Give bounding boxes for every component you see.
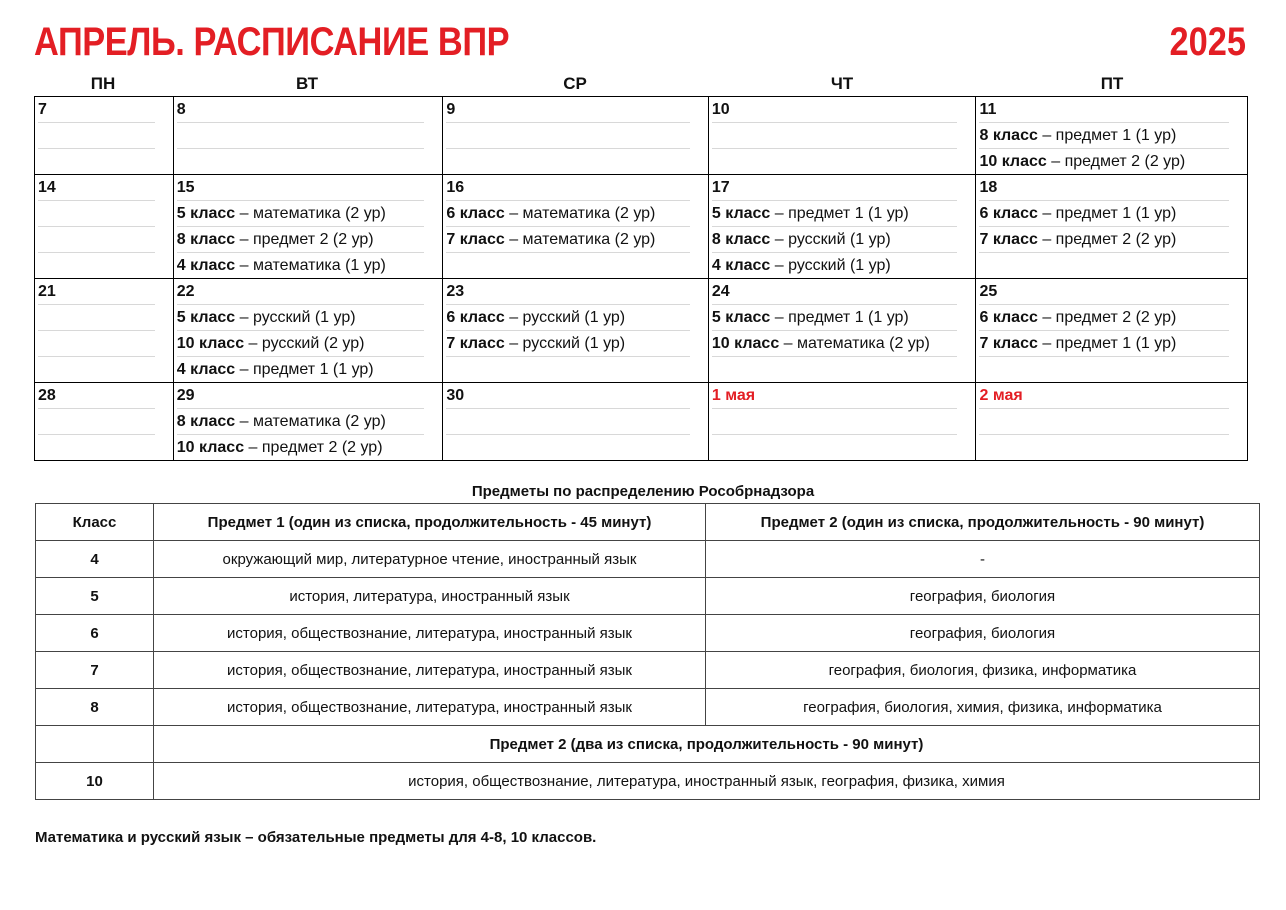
calendar-day-cell: [708, 97, 976, 174]
exam-class: 10 класс: [176, 335, 245, 352]
empty-line: [38, 227, 155, 253]
calendar-day-cell: [173, 175, 443, 278]
calendar: [34, 71, 1248, 461]
column-header: Класс: [36, 504, 154, 541]
day-number: [712, 175, 958, 201]
day-number: [177, 175, 425, 201]
day-number: [446, 97, 690, 123]
empty-line: [712, 123, 958, 149]
day-number-text: 23: [446, 283, 465, 300]
exam-subject: – математика (2 ур): [779, 335, 930, 352]
exam-class: 6 класс: [979, 205, 1038, 222]
day-number-text: 11: [979, 101, 997, 118]
exam-entry: [177, 409, 425, 435]
exam-subject: – математика (2 ур): [235, 205, 386, 222]
exam-class: 5 класс: [711, 205, 771, 222]
day-number: [446, 383, 690, 409]
day-number-text: 28: [38, 387, 56, 404]
weekday-header: [34, 71, 1248, 96]
day-number: [177, 383, 425, 409]
table-row: [36, 541, 1260, 578]
weekday-label: ПТ: [1100, 74, 1124, 93]
empty-line: [446, 435, 690, 460]
exam-subject: – предмет 1 (1 ур): [770, 309, 909, 326]
calendar-week: [35, 278, 1247, 382]
exam-subject: – математика (2 ур): [235, 413, 386, 430]
day-number-text: 30: [446, 387, 465, 404]
exam-class: 5 класс: [176, 205, 236, 222]
exam-class: 8 класс: [176, 413, 236, 430]
day-number-text: 2 мая: [979, 387, 1023, 404]
empty-line: [38, 253, 155, 278]
empty-line: [38, 201, 155, 227]
day-number: [38, 97, 155, 123]
calendar-day-cell: [35, 383, 173, 460]
exam-subject: – предмет 1 (1 ур): [1037, 127, 1177, 144]
day-number-text: 7: [38, 101, 47, 118]
empty-line: [446, 409, 690, 435]
exam-subject: – предмет 2 (2 ур): [1037, 309, 1177, 326]
calendar-day-cell: [708, 279, 976, 382]
day-number: [979, 97, 1229, 123]
calendar-day-cell: [975, 279, 1247, 382]
exam-class: 6 класс: [979, 309, 1038, 326]
exam-subject: – предмет 2 (2 ур): [235, 231, 374, 248]
empty-line: [712, 409, 958, 435]
subjects-cell: -: [706, 541, 1260, 578]
calendar-day-cell: [442, 175, 708, 278]
calendar-day-cell: [708, 175, 976, 278]
exam-class: 8 класс: [711, 231, 771, 248]
empty-line: [38, 305, 155, 331]
grade-cell: 8: [36, 689, 154, 726]
exam-subject: – предмет 2 (2 ур): [244, 439, 383, 456]
subjects-cell: география, биология, физика, информатика: [706, 652, 1260, 689]
subjects-caption: Предметы по распределению Рособрнадзора: [471, 483, 815, 500]
exam-entry: [979, 201, 1229, 227]
exam-entry: [446, 331, 690, 357]
exam-class: 10 класс: [176, 439, 245, 456]
exam-entry: [177, 357, 425, 382]
exam-entry: [979, 149, 1229, 174]
day-number-text: 17: [711, 179, 730, 196]
calendar-week: [35, 174, 1247, 278]
exam-entry: [712, 305, 958, 331]
calendar-day-cell: [35, 97, 173, 174]
subjects-cell: история, обществознание, литература, иностранный язык: [154, 652, 706, 689]
exam-subject: – предмет 1 (1 ур): [1037, 335, 1177, 352]
exam-class: 5 класс: [176, 309, 236, 326]
empty-line: [712, 149, 958, 174]
empty-line: [446, 123, 690, 149]
calendar-day-cell: [173, 279, 443, 382]
column-header: Предмет 1 (один из списка, продолжительность - 45 минут): [154, 504, 706, 541]
day-number: [979, 175, 1229, 201]
day-number-text: 1 мая: [711, 387, 756, 404]
calendar-day-cell: [173, 383, 443, 460]
subjects-cell: география, биология: [706, 615, 1260, 652]
empty-line: [979, 253, 1229, 278]
empty-line: [712, 357, 958, 382]
year-label: 2025: [1169, 20, 1246, 64]
exam-subject: – предмет 2 (2 ур): [1046, 153, 1186, 170]
day-number-text: 10: [711, 101, 730, 118]
empty-cell: [36, 726, 154, 763]
empty-line: [446, 253, 690, 278]
exam-subject: – математика (2 ур): [504, 231, 656, 248]
exam-entry: [446, 305, 690, 331]
exam-subject: – предмет 1 (1 ур): [1037, 205, 1177, 222]
calendar-day-cell: [442, 279, 708, 382]
calendar-week: [35, 382, 1247, 460]
exam-subject: – русский (2 ур): [244, 335, 365, 352]
table-row: [36, 578, 1260, 615]
day-number: [177, 97, 425, 123]
exam-subject: – предмет 2 (2 ур): [1037, 231, 1177, 248]
day-number-text: 25: [979, 283, 998, 300]
exam-class: 10 класс: [711, 335, 780, 352]
subjects-cell: география, биология: [706, 578, 1260, 615]
day-number-text: 8: [176, 101, 186, 118]
day-number-text: 21: [38, 283, 56, 300]
exam-class: 10 класс: [979, 153, 1047, 170]
exam-class: 6 класс: [446, 205, 505, 222]
subjects-cell: история, литература, иностранный язык: [154, 578, 706, 615]
grade-cell: 7: [36, 652, 154, 689]
calendar-day-cell: [35, 279, 173, 382]
calendar-day-cell: [173, 97, 443, 174]
exam-subject: – русский (1 ур): [235, 309, 356, 326]
calendar-day-cell: [975, 175, 1247, 278]
exam-entry: [177, 331, 425, 357]
day-number: [446, 175, 690, 201]
empty-line: [712, 435, 958, 460]
exam-entry: [979, 123, 1229, 149]
calendar-day-cell: [442, 383, 708, 460]
exam-subject: – русский (1 ур): [770, 231, 891, 248]
exam-class: 5 класс: [711, 309, 771, 326]
exam-class: 8 класс: [176, 231, 236, 248]
weekday-label: СР: [563, 74, 587, 93]
table-row: [36, 615, 1260, 652]
day-number: [712, 383, 958, 409]
exam-entry: [177, 435, 425, 460]
day-number-text: 22: [176, 283, 195, 300]
subjects-cell: история, обществознание, литература, иностранный язык, география, физика, химия: [154, 763, 1260, 800]
weekday-label: ПН: [90, 74, 116, 93]
exam-entry: [712, 227, 958, 253]
table-row: [36, 726, 1260, 763]
day-number-text: 9: [446, 101, 456, 118]
grade-cell: 6: [36, 615, 154, 652]
page-title: АПРЕЛЬ. РАСПИСАНИЕ ВПР: [34, 20, 510, 64]
exam-subject: – математика (2 ур): [504, 205, 656, 222]
exam-entry: [712, 201, 958, 227]
empty-line: [38, 149, 155, 174]
exam-entry: [177, 305, 425, 331]
day-number: [38, 279, 155, 305]
weekday-label: ВТ: [295, 74, 318, 93]
calendar-day-cell: [975, 97, 1247, 174]
subjects-cell: история, обществознание, литература, иностранный язык: [154, 615, 706, 652]
table-row: [36, 763, 1260, 800]
empty-line: [38, 357, 155, 382]
exam-entry: [712, 331, 958, 357]
grade-cell: 4: [36, 541, 154, 578]
exam-subject: – математика (1 ур): [235, 257, 386, 274]
calendar-day-cell: [975, 383, 1247, 460]
calendar-day-cell: [708, 383, 976, 460]
day-number: [38, 175, 155, 201]
empty-line: [979, 409, 1229, 435]
grade-cell: 10: [36, 763, 154, 800]
exam-class: 4 класс: [711, 257, 771, 274]
day-number: [979, 279, 1229, 305]
table-header-row: [36, 504, 1260, 541]
exam-entry: [177, 227, 425, 253]
grade-cell: 5: [36, 578, 154, 615]
subjects-cell: история, обществознание, литература, иностранный язык: [154, 689, 706, 726]
exam-class: 7 класс: [979, 231, 1038, 248]
empty-line: [38, 409, 155, 435]
exam-entry: [177, 201, 425, 227]
exam-entry: [446, 201, 690, 227]
empty-line: [38, 331, 155, 357]
empty-line: [979, 435, 1229, 460]
empty-line: [446, 149, 690, 174]
subjects-table: [35, 503, 1260, 800]
exam-subject: – предмет 1 (1 ур): [235, 361, 374, 378]
exam-subject: – русский (1 ур): [504, 309, 626, 326]
day-number-text: 14: [38, 179, 56, 196]
exam-subject: – русский (1 ур): [504, 335, 626, 352]
calendar-day-cell: [35, 175, 173, 278]
exam-entry: [979, 331, 1229, 357]
calendar-week: [35, 97, 1247, 174]
exam-subject: – предмет 1 (1 ур): [770, 205, 909, 222]
exam-class: 7 класс: [446, 231, 505, 248]
day-number: [177, 279, 425, 305]
empty-line: [177, 123, 425, 149]
day-number-text: 24: [711, 283, 730, 300]
exam-entry: [979, 227, 1229, 253]
subjects-cell: окружающий мир, литературное чтение, иностранный язык: [154, 541, 706, 578]
empty-line: [446, 357, 690, 382]
day-number: [446, 279, 690, 305]
table-row: [36, 689, 1260, 726]
exam-class: 7 класс: [979, 335, 1038, 352]
empty-line: [979, 357, 1229, 382]
table-row: [36, 652, 1260, 689]
exam-entry: [712, 253, 958, 278]
exam-entry: [446, 227, 690, 253]
empty-line: [38, 435, 155, 460]
exam-class: 4 класс: [176, 361, 236, 378]
day-number-text: 29: [176, 387, 195, 404]
weekday-label: ЧТ: [830, 74, 854, 93]
calendar-day-cell: [442, 97, 708, 174]
day-number: [979, 383, 1229, 409]
column-header: Предмет 2 (один из списка, продолжительность - 90 минут): [706, 504, 1260, 541]
day-number: [38, 383, 155, 409]
exam-class: 8 класс: [979, 127, 1038, 144]
exam-entry: [177, 253, 425, 278]
footer-note: Математика и русский язык – обязательные предметы для 4-8, 10 классов.: [35, 829, 597, 846]
day-number: [712, 279, 958, 305]
exam-entry: [979, 305, 1229, 331]
subjects-cell: география, биология, химия, физика, информатика: [706, 689, 1260, 726]
day-number: [712, 97, 958, 123]
exam-class: 7 класс: [446, 335, 505, 352]
day-number-text: 15: [176, 179, 195, 196]
calendar-grid: [34, 96, 1248, 461]
empty-line: [177, 149, 425, 174]
grade10-header: Предмет 2 (два из списка, продолжительность - 90 минут): [154, 726, 1260, 763]
exam-class: 4 класс: [176, 257, 236, 274]
day-number-text: 16: [446, 179, 465, 196]
exam-subject: – русский (1 ур): [770, 257, 891, 274]
day-number-text: 18: [979, 179, 998, 196]
empty-line: [38, 123, 155, 149]
exam-class: 6 класс: [446, 309, 505, 326]
